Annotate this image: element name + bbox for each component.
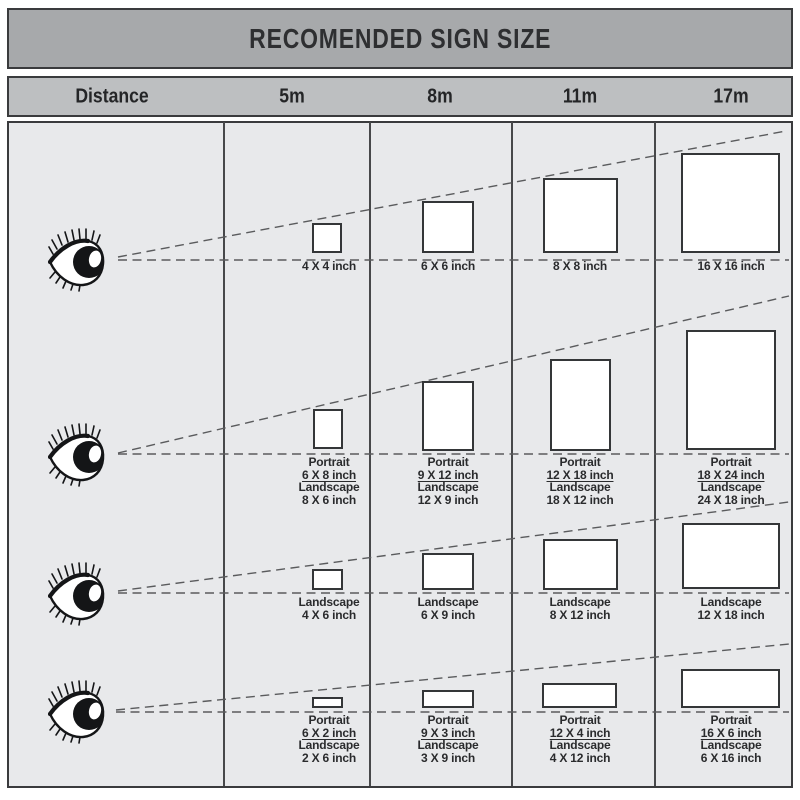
sign-rect-4x6 [312,569,343,590]
sign-rect-8x8 [543,178,618,253]
label-line: 24 X 18 inch [697,492,765,507]
sign-label-9x12 [378,456,518,506]
label-line: Landscape [700,480,762,495]
sign-label-9x3 [378,714,518,764]
label-line: 9 X 3 inch [420,725,476,740]
header-bar [7,76,793,117]
sign-rect-12x4 [542,683,617,708]
sign-rect-6x2 [312,697,343,708]
title-bar [7,8,793,69]
sign-rect-9x12 [422,381,474,451]
label-line: Landscape [298,738,360,753]
label-line: 4 X 4 inch [301,259,357,273]
sign-label-6x6 [378,260,518,273]
label-line: 2 X 6 inch [301,750,357,765]
label-line: 8 X 8 inch [552,259,608,273]
sign-rect-12x18-landscape [682,523,780,589]
label-line: 12 X 4 inch [549,725,611,740]
sign-label-8x12 [510,596,650,621]
eye-icon-row-1 [48,228,106,292]
label-line: 6 X 8 inch [301,467,357,482]
sign-rect-18x24 [686,330,776,450]
label-line: Landscape [298,595,360,609]
column-divider-3 [511,122,513,786]
sign-label-16x16 [661,260,800,273]
sign-rect-12x18 [550,359,611,451]
sign-rect-6x9 [422,553,474,590]
label-line: Landscape [417,738,479,753]
label-line: 12 X 18 inch [697,607,765,622]
sign-rect-16x6 [681,669,780,708]
label-line: 4 X 6 inch [301,607,357,622]
column-divider-2 [369,122,371,786]
sign-rect-6x6 [422,201,474,253]
label-line: Portrait [710,455,752,469]
sign-rect-16x16 [681,153,780,253]
eye-icon-row-4 [48,680,106,744]
label-line: 6 X 2 inch [301,725,357,740]
label-line: Landscape [417,595,479,609]
label-line: 6 X 9 inch [420,607,476,622]
label-line: Portrait [559,713,601,727]
label-line: Landscape [549,595,611,609]
label-line: Portrait [427,713,469,727]
header-distance: Distance [75,85,149,107]
column-divider-4 [654,122,656,786]
header-col-11m: 11m [562,85,598,107]
label-line: 4 X 12 inch [549,750,611,765]
sign-label-12x18-landscape [661,596,800,621]
page-title: RECOMENDED SIGN SIZE [248,22,552,54]
label-line: 18 X 12 inch [546,492,614,507]
header-col-5m: 5m [279,85,305,107]
sign-rect-9x3 [422,690,474,708]
sign-label-18x24 [661,456,800,506]
sign-label-6x9 [378,596,518,621]
label-line: 16 X 6 inch [700,725,762,740]
label-line: 9 X 12 inch [417,467,479,482]
label-line: Landscape [549,738,611,753]
eye-icon-row-3 [48,562,106,626]
sign-label-12x18 [510,456,650,506]
label-line: 6 X 16 inch [700,750,762,765]
diagram-panel [7,121,793,788]
sign-label-8x8 [510,260,650,273]
column-divider-1 [223,122,225,786]
label-line: 18 X 24 inch [697,467,765,482]
label-line: 12 X 9 inch [417,492,479,507]
sign-label-16x6 [661,714,800,764]
label-line: Landscape [298,480,360,495]
label-line: 8 X 12 inch [549,607,611,622]
label-line: Portrait [559,455,601,469]
sign-rect-6x8 [313,409,343,449]
label-line: Portrait [710,713,752,727]
label-line: Landscape [700,738,762,753]
label-line: Portrait [308,713,350,727]
label-line: Landscape [549,480,611,495]
sign-rect-8x12 [543,539,618,590]
label-line: Landscape [417,480,479,495]
label-line: 12 X 18 inch [546,467,614,482]
label-line: 3 X 9 inch [420,750,476,765]
header-col-17m: 17m [713,85,749,107]
label-line: Landscape [700,595,762,609]
label-line: 6 X 6 inch [420,259,476,273]
label-line: Portrait [308,455,350,469]
sign-rect-4x4 [312,223,342,253]
header-col-8m: 8m [427,85,453,107]
label-line: 8 X 6 inch [301,492,357,507]
label-line: Portrait [427,455,469,469]
sign-label-12x4 [510,714,650,764]
label-line: 16 X 16 inch [697,259,765,273]
eye-icon-row-2 [48,423,106,487]
